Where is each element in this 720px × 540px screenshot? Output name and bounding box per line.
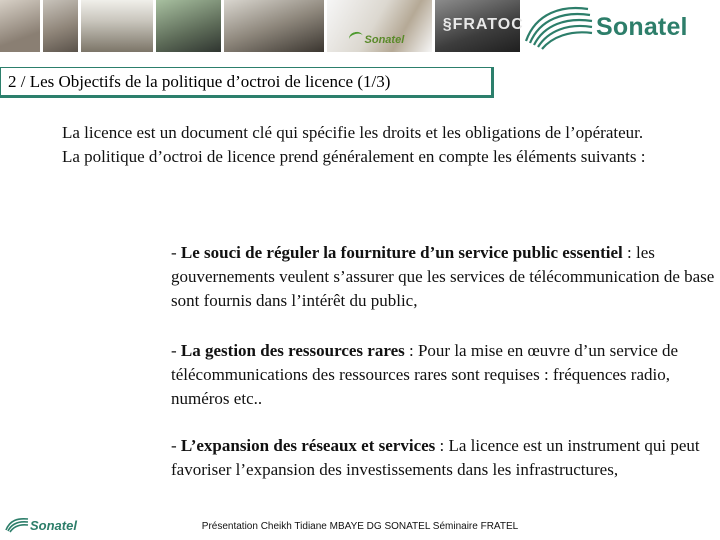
strip-sonatel-logo: Sonatel: [349, 32, 405, 46]
sonatel-swoosh-icon: [347, 30, 363, 44]
header-photo-handshake: [327, 0, 432, 52]
item-text: : La licence est un instrument qui peut favoriser l’expansion des investissements dans les infrastructures,: [171, 436, 700, 479]
item-heading: L’expansion des réseaux et services: [180, 436, 436, 455]
strip-overlay-text: §FRATOC: [442, 16, 524, 33]
footer-caption: Présentation Cheikh Tidiane MBAYE DG SONATEL Séminaire FRATEL: [201, 521, 519, 532]
item-text: : Pour la mise en œuvre d’un service de télécommunications des ressources rares sont requises : fréquences radio, numéros etc..: [171, 341, 679, 408]
item-prefix: -: [171, 243, 181, 262]
item-heading: La gestion des ressources rares: [180, 341, 405, 360]
logo-text: Sonatel: [596, 12, 688, 41]
item-prefix: -: [171, 436, 181, 455]
objective-item: [171, 339, 719, 411]
item-heading: Le souci de réguler la fourniture d’un service public essentiel: [180, 243, 623, 262]
header-photo: [81, 0, 152, 52]
header-photo: [0, 0, 40, 52]
sonatel-swoosh-icon: [522, 3, 594, 51]
title-bar: [0, 67, 494, 98]
header-photo-strip: [0, 0, 524, 52]
objective-item: [171, 241, 719, 313]
intro-paragraph: La licence est un document clé qui spécifie les droits et les obligations de l’opérateur.: [62, 123, 644, 142]
intro-paragraph: La politique d’octroi de licence prend généralement en compte les éléments suivants :: [62, 147, 646, 166]
header-photo: [224, 0, 323, 52]
header-photo: [43, 0, 79, 52]
header-photo-fratel: [435, 0, 524, 52]
item-text: : les gouvernements veulent s’assurer que les services de télécommunication de base sont fournis dans l’intérêt du public,: [171, 243, 715, 310]
item-prefix: -: [171, 341, 181, 360]
objective-item: [171, 434, 719, 482]
page-title: 2 / Les Objectifs de la politique d’octroi de licence (1/3): [1, 68, 491, 95]
header-photo: [156, 0, 221, 52]
footer-logo-text: Sonatel: [30, 517, 77, 533]
sonatel-logo: [522, 2, 720, 52]
intro-text: [62, 121, 682, 169]
